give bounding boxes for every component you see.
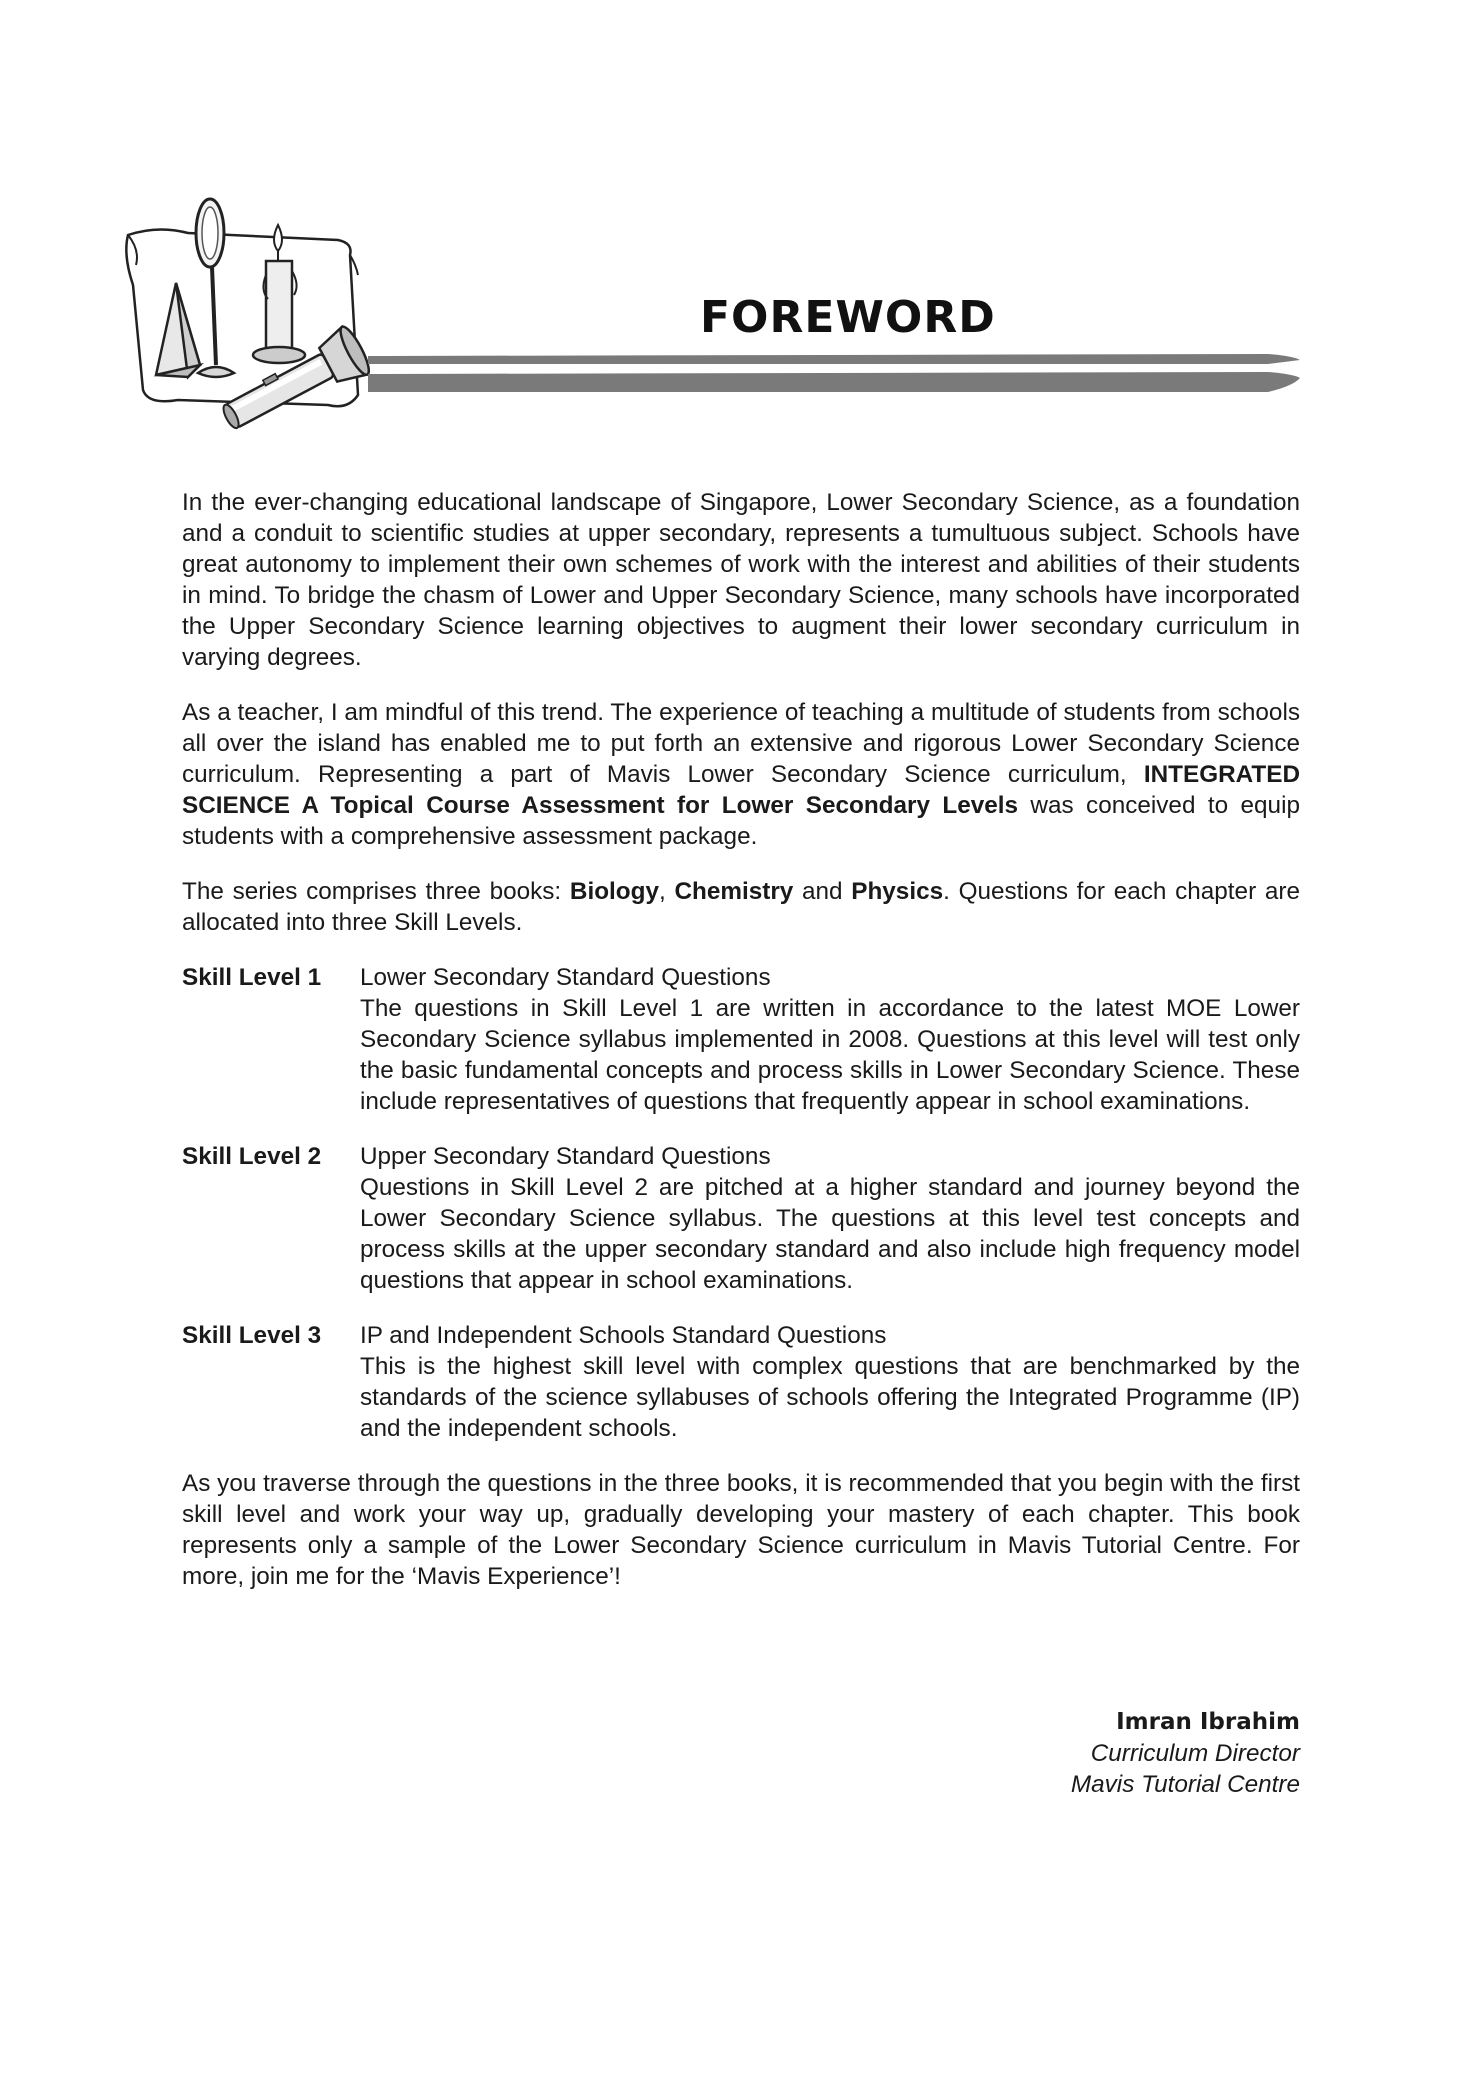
- paragraph-closing: As you traverse through the questions in the three books, it is recommended that you begin with the first skill level and work your way up, gradually developing your mastery of each chapter. This book represents only a sample of the Lower Secondary Science curriculum in Mavis Tutorial Centre. For more, join me for the ‘Mavis Experience’!: [182, 1470, 1300, 1590]
- title-underline: [368, 352, 1300, 402]
- skill-level-label: Skill Level 2: [182, 1143, 322, 1170]
- page-title: FOREWORD: [700, 292, 996, 343]
- skill-level-heading: Upper Secondary Standard Questions: [360, 1143, 771, 1170]
- science-apparatus-icon: [118, 195, 378, 435]
- paragraph-intro: In the ever-changing educational landscape of Singapore, Lower Secondary Science, as a foundation and a conduit to scientific studies at upper secondary, represents a tumultuous subject. Schools have great autonomy to implement their own schemes of work with the interest and abilities of their students in mind. To bridge the chasm of Lower and Upper Secondary Science, many schools have incorporated the Upper Secondary Science learning objectives to augment their lower secondary curriculum in varying degrees.: [182, 489, 1300, 671]
- skill-level-3: [182, 1320, 1300, 1444]
- book-physics: Physics: [851, 878, 944, 905]
- skill-level-heading: IP and Independent Schools Standard Questions: [360, 1322, 887, 1349]
- skill-level-label: Skill Level 3: [182, 1322, 322, 1349]
- book-chemistry: Chemistry: [674, 878, 794, 905]
- skill-level-text: Questions in Skill Level 2 are pitched at a higher standard and journey beyond the Lower Secondary Science syllabus. The questions at this level test concepts and process skills at the upper secondary standard and also include high frequency model questions that appear in school examinations.: [360, 1174, 1300, 1294]
- foreword-body: [182, 487, 1300, 1616]
- skill-level-text: The questions in Skill Level 1 are written in accordance to the latest MOE Lower Secondary Science syllabus implemented in 2008. Questions at this level will test only the basic fundamental concepts and process skills in Lower Secondary Science. These include representatives of questions that frequently appear in school examinations.: [360, 995, 1300, 1115]
- book-biology: Biology: [569, 878, 659, 905]
- skill-level-1: [182, 962, 1300, 1117]
- skill-level-2: [182, 1141, 1300, 1296]
- signature-block: [1071, 1707, 1300, 1800]
- skill-level-label: Skill Level 1: [182, 964, 322, 991]
- paragraph-series: The series comprises three books: Biology, Chemistry and Physics. Questions for each chapter are allocated into three Skill Levels.: [182, 878, 1300, 936]
- book-title: INTEGRATED SCIENCE A Topical Course Assessment for Lower Secondary Levels: [182, 761, 1300, 819]
- author-organization: Mavis Tutorial Centre: [1070, 1771, 1300, 1798]
- skill-level-heading: Lower Secondary Standard Questions: [360, 964, 771, 991]
- skill-level-text: This is the highest skill level with complex questions that are benchmarked by the standards of the science syllabuses of schools offering the Integrated Programme (IP) and the independent schools.: [360, 1353, 1300, 1442]
- author-role: Curriculum Director: [1090, 1740, 1300, 1767]
- author-name: Imran Ibrahim: [1116, 1709, 1300, 1735]
- paragraph-teacher: As a teacher, I am mindful of this trend. The experience of teaching a multitude of students from schools all over the island has enabled me to put forth an extensive and rigorous Lower Secondary Science curriculum. Representing a part of Mavis Lower Secondary Science curriculum, INTEGRATED SCIENCE A Topical Course Assessment for Lower Secondary Levels was conceived to equip students with a comprehensive assessment package.: [182, 699, 1300, 850]
